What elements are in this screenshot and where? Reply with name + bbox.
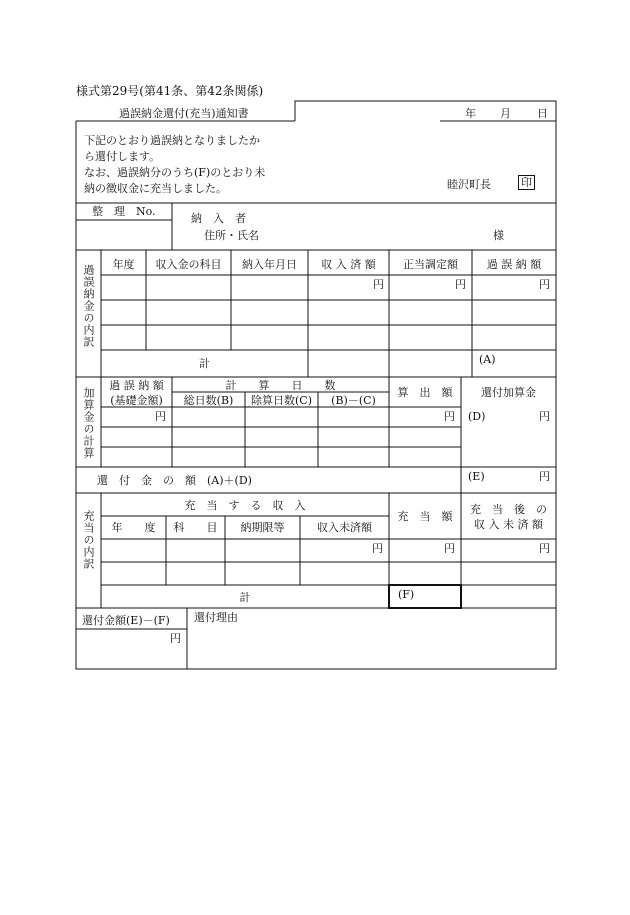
col-allocated-revenue: 充 当 す る 収 入	[184, 499, 306, 512]
col-base-amount-sub: (基礎金額)	[110, 394, 163, 407]
col-allocation-amount: 充 当 額	[397, 510, 453, 523]
yen-unit: 円	[539, 542, 550, 555]
yen-unit: 円	[539, 410, 550, 423]
col-payment-date: 納入年月日	[242, 258, 297, 271]
col-correct-assessed: 正当調定額	[403, 258, 458, 271]
date-year-label: 年	[465, 107, 476, 120]
col-day-difference: (B)－(C)	[331, 394, 376, 407]
col-unpaid-amount: 収入未済額	[317, 521, 372, 534]
yen-unit: 円	[444, 410, 455, 423]
date-day-label: 日	[537, 107, 548, 120]
payer-label: 納 入 者	[191, 212, 246, 225]
col-excluded-days: 除算日数(C)	[251, 394, 312, 407]
col-overpaid-amount: 過 誤 納 額	[486, 258, 542, 271]
net-refund-label: 還付金額(E)－(F)	[82, 614, 170, 627]
col-alloc-item: 科 目	[173, 521, 218, 534]
col-refund-addition: 還付加算金	[481, 386, 536, 399]
overpayment-total-label: 計	[199, 357, 210, 370]
mark-a: (A)	[479, 353, 496, 366]
notice-line-1: 下記のとおり過誤納となりましたか	[84, 134, 260, 147]
col-after-allocation: 充 当 後 の	[470, 503, 547, 516]
date-month-label: 月	[500, 107, 511, 120]
interest-section-label: 加算金の計算	[82, 387, 95, 459]
form-number: 様式第29号(第41条、第42条関係)	[76, 84, 264, 98]
col-after-allocation-sub: 収 入 未 済 額	[474, 518, 543, 531]
allocation-total-label: 計	[239, 591, 251, 604]
honorific: 様	[493, 229, 504, 242]
yen-unit: 円	[170, 632, 181, 645]
address-name-label: 住所・氏名	[204, 229, 259, 242]
yen-unit: 円	[373, 278, 384, 291]
notice-line-2: ら還付します。	[84, 150, 161, 163]
yen-unit: 円	[155, 410, 166, 423]
col-calculated-amount: 算 出 額	[397, 386, 453, 399]
col-received-amount: 収 入 済 額	[321, 258, 376, 271]
refund-reason-label: 還付理由	[194, 611, 238, 624]
yen-unit: 円	[455, 278, 466, 291]
notice-line-4: 納の徴収金に充当しました。	[84, 182, 227, 195]
yen-unit: 円	[539, 278, 550, 291]
mark-e: (E)	[468, 470, 485, 483]
yen-unit: 円	[539, 470, 550, 483]
col-revenue-item: 収入金の科目	[155, 258, 222, 271]
issuer-name: 睦沢町長	[447, 178, 491, 191]
yen-unit: 円	[372, 542, 383, 555]
yen-unit: 円	[444, 542, 455, 555]
col-year: 年度	[112, 258, 135, 271]
reference-number-label: 整 理 No.	[92, 205, 156, 218]
col-total-days: 総日数(B)	[183, 394, 234, 407]
mark-d: (D)	[468, 410, 486, 423]
seal-mark: 印	[518, 175, 535, 190]
allocation-section-label: 充当の内訳	[82, 510, 95, 570]
col-due-date: 納期限等	[240, 521, 285, 534]
col-base-amount: 過 誤 納 額	[109, 379, 164, 392]
notice-line-3: なお、過誤納分のうち(F)のとおり未	[84, 166, 266, 179]
overpayment-section-label: 過誤納金の内訳	[82, 264, 95, 348]
form-title: 過誤納金還付(充当)通知書	[119, 107, 249, 120]
col-alloc-year: 年 度	[111, 521, 156, 534]
mark-f: (F)	[398, 588, 415, 601]
refund-amount-label: 還 付 金 の 額 (A)＋(D)	[97, 474, 252, 487]
col-calculation-days: 計 算 日 数	[225, 379, 336, 392]
